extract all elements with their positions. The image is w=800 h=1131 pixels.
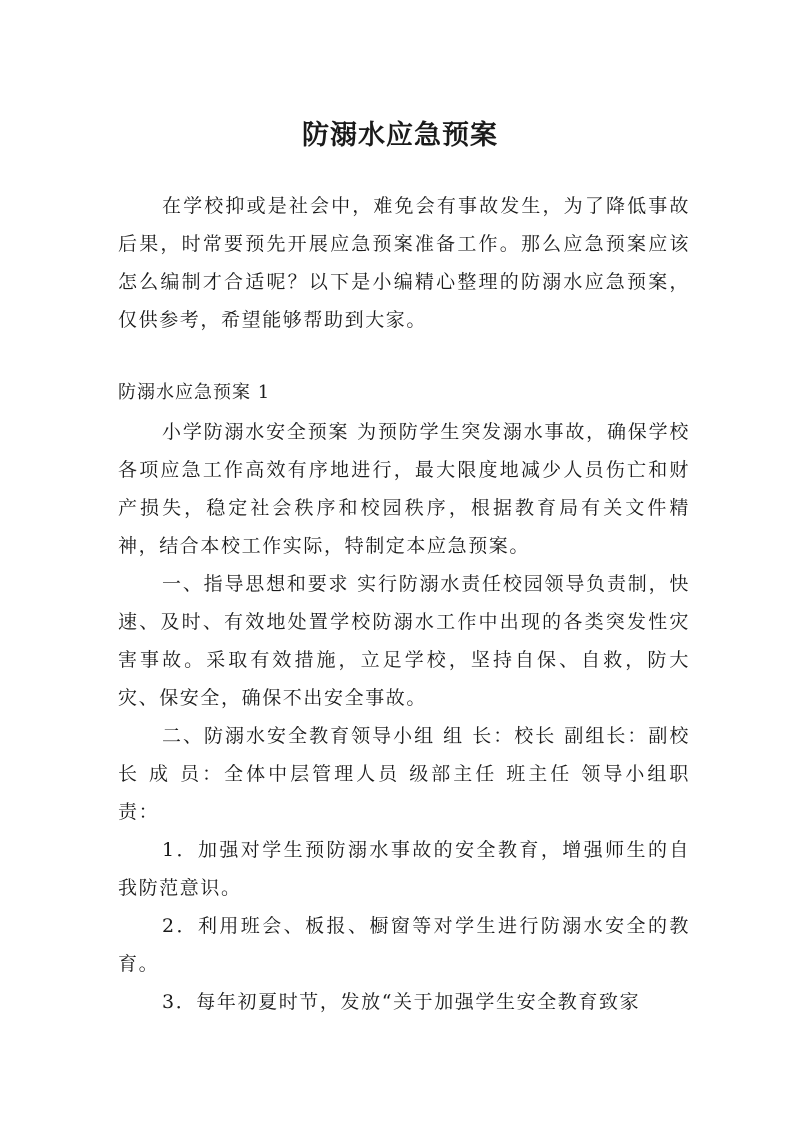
section-heading: 防溺水应急预案 1 xyxy=(118,382,271,403)
body-paragraph-2: 一、指导思想和要求 实行防溺水责任校园领导负责制，快速、及时、有效地处置学校防溺水工作中出现的各类突发性灾害事故。采取有效措施，立足学校，坚持自保、自救，防大灾、保安全，确保不出安全事故。 xyxy=(118,573,690,709)
body-paragraph-4: 1．加强对学生预防溺水事故的安全教育，增强师生的自我防范意识。 xyxy=(118,839,690,899)
body-paragraph-5: 2．利用班会、板报、橱窗等对学生进行防溺水安全的教育。 xyxy=(118,915,690,975)
body-paragraph-3: 二、防溺水安全教育领导小组 组 长：校长 副组长：副校长 成 员：全体中层管理人员 级部主任 班主任 领导小组职责： xyxy=(118,725,690,823)
intro-paragraph: 在学校抑或是社会中，难免会有事故发生，为了降低事故后果，时常要预先开展应急预案准备工作。那么应急预案应该怎么编制才合适呢？以下是小编精心整理的防溺水应急预案，仅供参考，希望能够帮助到大家。 xyxy=(118,195,690,331)
body-paragraph-1: 小学防溺水安全预案 为预防学生突发溺水事故，确保学校各项应急工作高效有序地进行，最大限度地减少人员伤亡和财产损失，稳定社会秩序和校园秩序，根据教育局有关文件精神，结合本校工作实际，特制定本应急预案。 xyxy=(118,421,690,557)
body-paragraph-6: 3．每年初夏时节，发放“关于加强学生安全教育致家 xyxy=(162,991,641,1013)
document-title: 防溺水应急预案 xyxy=(302,120,498,152)
